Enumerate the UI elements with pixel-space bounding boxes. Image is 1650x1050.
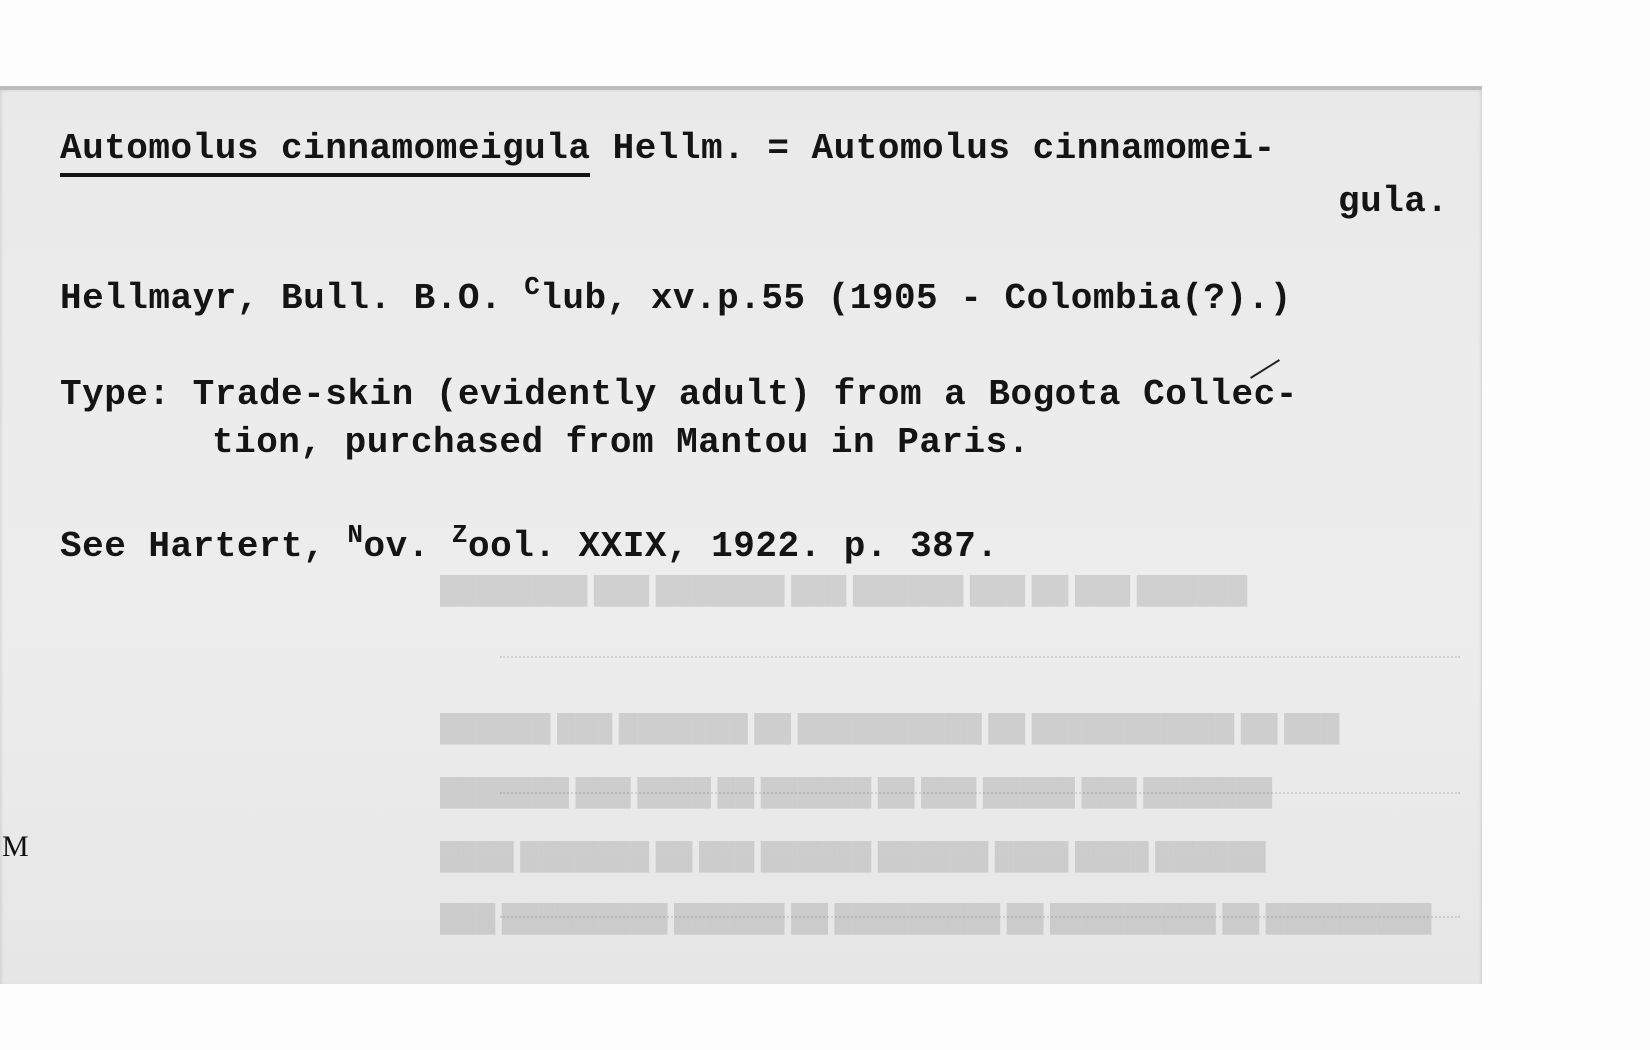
- type-description: Trade-skin (evidently adult) from a Bogota Collec-: [192, 374, 1298, 415]
- nov-cap: N: [347, 520, 364, 550]
- edge-mark: M: [2, 830, 29, 863]
- see-also-line: [60, 520, 998, 567]
- bleed-through-line: ████████ ███ ███████ ███ ██████ ███ ██ ███ ██████: [440, 577, 1248, 606]
- reference-line: [60, 272, 1292, 319]
- taxon-author: Hellm.: [590, 128, 746, 169]
- taxon-name: Automolus cinnamomeigula: [60, 128, 590, 177]
- equals-sign: =: [745, 128, 812, 169]
- card-top-edge: [0, 86, 1482, 90]
- bleed-through-rule: [500, 656, 1460, 658]
- reference-prefix: Hellmayr, Bull. B.O.: [60, 278, 525, 319]
- type-continuation: tion, purchased from Mantou in Paris.: [212, 422, 1030, 463]
- index-card: [0, 86, 1482, 984]
- bleed-through-line: ██████ ███ ███████ ██ ██████████ ██ ███████████ ██ ███: [440, 715, 1340, 744]
- type-label: Type:: [60, 374, 171, 415]
- reference-query: (?).): [1181, 278, 1292, 319]
- nov-rest: ov.: [363, 526, 452, 567]
- bleed-through-line: ████ ███████ ██ ███ ██████ ██████ ████ ████ ██████: [440, 843, 1266, 872]
- reference-club-cap: C: [524, 272, 541, 302]
- synonym-continuation: gula.: [1338, 181, 1449, 222]
- card-title-line: [60, 128, 1276, 169]
- synonym-name: Automolus cinnamomei-: [811, 128, 1276, 169]
- reference-rest: lub, xv.p.55 (1905 - Colombia: [540, 278, 1182, 319]
- bleed-through-line: ███ █████████ ██████ ██ █████████ ██ █████████ ██ █████████: [440, 905, 1432, 934]
- bleed-through-line: ███████ ███ ████ ██ ██████ ██ ███ █████ ███ ███████: [440, 779, 1273, 808]
- see-prefix: See Hartert,: [60, 526, 348, 567]
- type-line: [60, 374, 1298, 415]
- zool-rest: ool. XXIX, 1922. p. 387.: [468, 526, 999, 567]
- zool-cap: Z: [451, 520, 468, 550]
